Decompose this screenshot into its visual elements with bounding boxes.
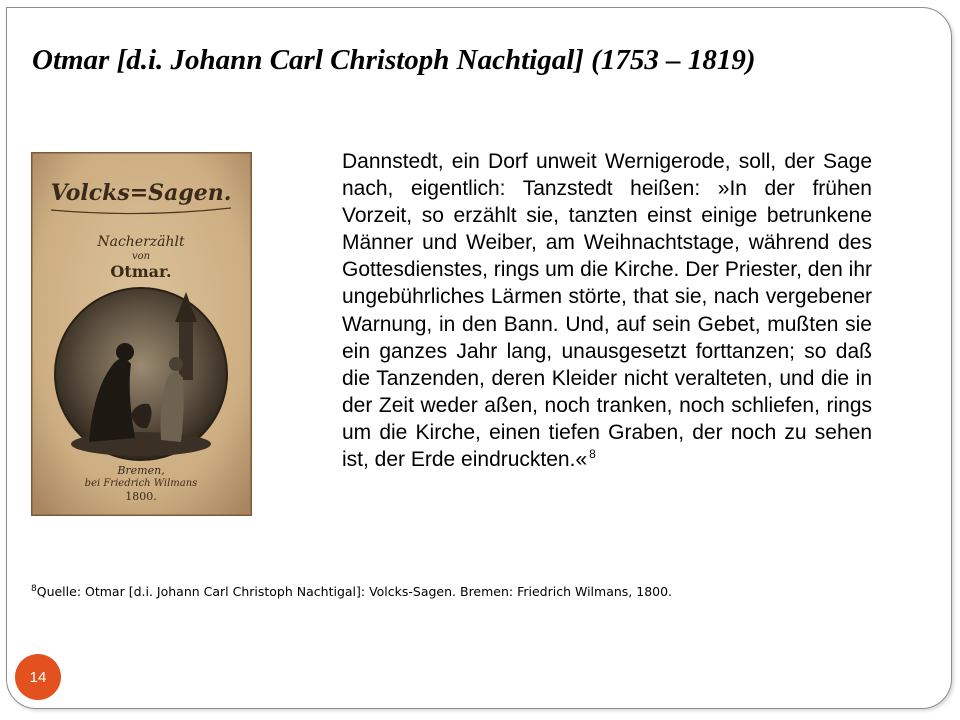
slide-title: Otmar [d.i. Johann Carl Christoph Nachtigal] (1753 – 1819) [32, 44, 756, 76]
cover-author: Otmar. [110, 262, 172, 281]
page-number-badge: 14 [15, 654, 61, 700]
cover-engraving [55, 288, 227, 460]
cover-place: Bremen, [117, 464, 165, 477]
cover-title: Volcks=Sagen. [50, 180, 232, 206]
legend-text: Dannstedt, ein Dorf unweit Wernigerode, soll, der Sage nach, eigentlich: Tanzstedt heißen: »In der frühen Vorzeit, so erzählt sie, tanzten einst einige betrunkene Männer und Weiber, am Weihnachtstage, während des Gottesdienstes, rings um die Kirche. Der Priester, den ihr ungebührliches Lärmen störte, that sie, nach vergebener Warnung, in den Bann. Und, auf sein Gebet, mußten sie ein ganzes Jahr lang, unausgesetzt forttanzen; so daß die Tanzenden, deren Kleider nicht veralteten, und die in der Zeit weder aßen, noch tranken, noch schliefen, rings um die Kirche, einen tiefen Graben, der noch zu sehen ist, der Erde eindruckten.« [342, 150, 872, 472]
footnote-reference[interactable]: 8 [589, 447, 596, 462]
footnote [31, 584, 931, 599]
footnote-number: 8 [31, 584, 37, 594]
footnote-text: Quelle: Otmar [d.i. Johann Carl Christoph Nachtigal]: Volcks-Sagen. Bremen: Friedrich Wilmans, 1800. [36, 584, 673, 600]
legend-text-block [342, 148, 872, 473]
book-cover-image [31, 152, 252, 516]
cover-publisher: bei Friedrich Wilmans [84, 478, 198, 489]
cover-year: 1800. [125, 490, 157, 503]
cover-subtitle-1: Nacherzählt [97, 234, 185, 250]
cover-subtitle-2: von [131, 251, 151, 262]
